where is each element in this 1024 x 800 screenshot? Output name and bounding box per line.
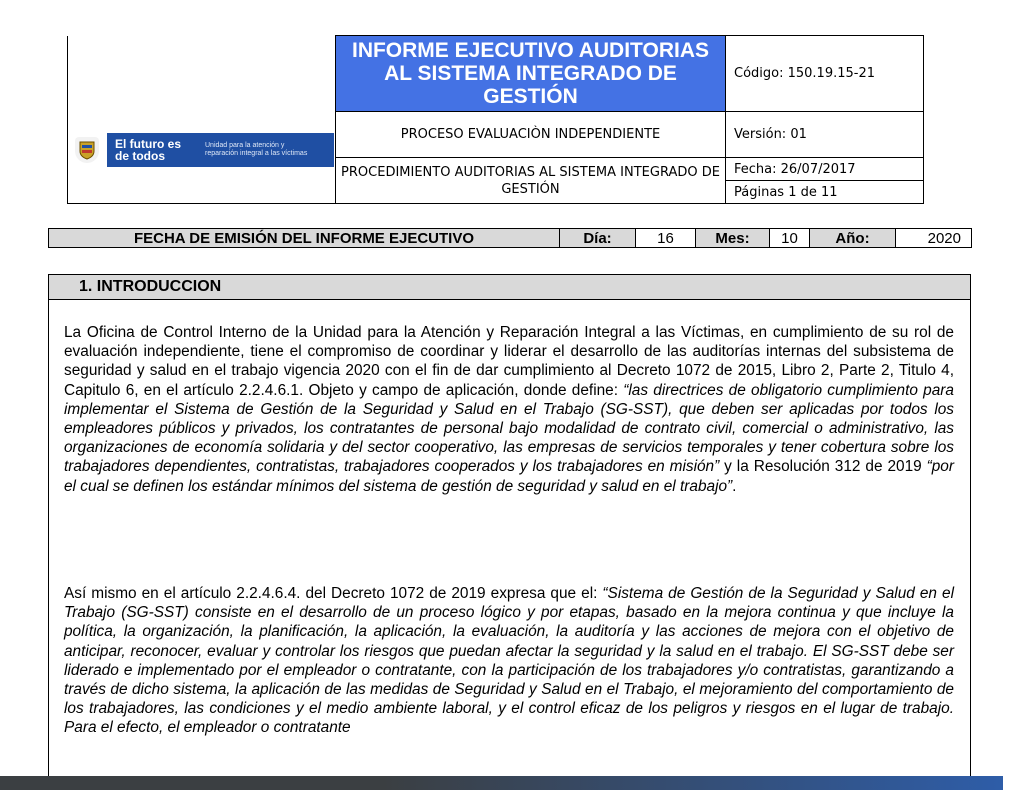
coat-of-arms-icon: [75, 137, 99, 163]
p1-text-a: La Oficina de Control Interno de la Unidad para la Atención y Reparación Integral a las Víctimas, en cumplimiento de su rol de evaluación independiente, tiene el compromiso de coordinar y liderar el desarrollo de las auditorías internas del subsistema de seguridad y salud en el trabajo vigencia 2020 con el fin de dar cumplimiento al Decreto 1072 de 2015, Libro 2, Parte 2, Titulo 4, Capitulo 6, en el artículo 2.2.4.6.1. Objeto y campo de aplicación, donde define:: [64, 324, 954, 399]
document-header: [67, 35, 924, 204]
day-value: 16: [636, 228, 696, 248]
month-label: Mes:: [696, 228, 770, 248]
report-title: INFORME EJECUTIVO AUDITORIAS AL SISTEMA INTEGRADO DE GESTIÓN: [336, 36, 726, 112]
procedure-name: PROCEDIMIENTO AUDITORIAS AL SISTEMA INTEGRADO DE GESTIÓN: [336, 158, 726, 204]
day-label: Día:: [560, 228, 636, 248]
emission-label: FECHA DE EMISIÓN DEL INFORME EJECUTIVO: [48, 228, 560, 248]
p1-text-c: .: [732, 477, 737, 495]
p2-quote: “Sistema de Gestión de la Seguridad y Salud en el Trabajo (SG-SST) consiste en el desarrollo de un proceso lógico y por etapas, basado en la mejora continua y que incluye la política, la organización, la planificación, la aplicación, la evaluación, la auditoría y las acciones de mejora con el objetivo de anticipar, reconocer, evaluar y controlar los riesgos que puedan afectar la seguridad y la salud en el trabajo. El SG-SST debe ser liderado e implementado por el empleador o contratante, con la participación de los trabajadores y/o contratistas, garantizando a través de dicho sistema, la aplicación de las medidas de Seguridad y Salud en el Trabajo, el mejoramiento del comportamiento de los trabajadores, las condiciones y el medio ambiente laboral, y el control eficaz de los peligros y riesgos en el lugar de trabajo. Para el efecto, el empleador o contratante: [64, 585, 954, 737]
document-date: Fecha: 26/07/2017: [726, 158, 923, 181]
page-count: Páginas 1 de 11: [734, 184, 838, 200]
logo-slogan: El futuro es de todos: [115, 136, 182, 163]
p1-quote-a: “las directrices de obligatorio cumplimiento para implementar el Sistema de Gestión de la Seguridad y Salud en el Trabajo (SG-SST), que deben ser aplicadas por todos los empleadores públicos y privados, los contratantes de personal bajo modalidad de contrato civil, comercial o administrativo, las organizaciones de economía solidaria y del sector cooperativo, las empresas de servicios temporales y tener cobertura sobre los trabajadores dependientes, contratistas, trabajadores cooperados y los trabajadores en misión”: [64, 381, 954, 476]
emission-date-row: [48, 228, 972, 250]
month-value: 10: [770, 228, 810, 248]
p1-text-b: y la Resolución 312 de 2019: [719, 458, 927, 476]
government-banner: [107, 133, 334, 167]
p2-text-a: Así mismo en el artículo 2.2.4.6.4. del Decreto 1072 de 2019 expresa que el:: [64, 585, 603, 602]
document-version: Versión: 01: [726, 112, 924, 158]
introduction-paragraph-2: [64, 584, 954, 738]
logo-cell: [68, 36, 336, 204]
entity-logo: [75, 133, 334, 167]
viewer-bottom-bar: [0, 776, 1003, 790]
section-heading: 1. INTRODUCCION: [48, 274, 971, 300]
logo-unit-name: Unidad para la atención y reparación integral a las víctimas: [205, 141, 308, 157]
process-name: PROCESO EVALUACIÒN INDEPENDIENTE: [336, 112, 726, 158]
introduction-paragraph-1: [64, 323, 954, 496]
year-value: 2020: [896, 228, 972, 248]
document-code: Código: 150.19.15-21: [726, 36, 924, 112]
p1-quote-b: “por el cual se definen los estándar mínimos del sistema de gestión de seguridad y salud en el trabajo”: [64, 458, 954, 495]
date-pages-cell: [726, 158, 924, 204]
year-label: Año:: [810, 228, 896, 248]
